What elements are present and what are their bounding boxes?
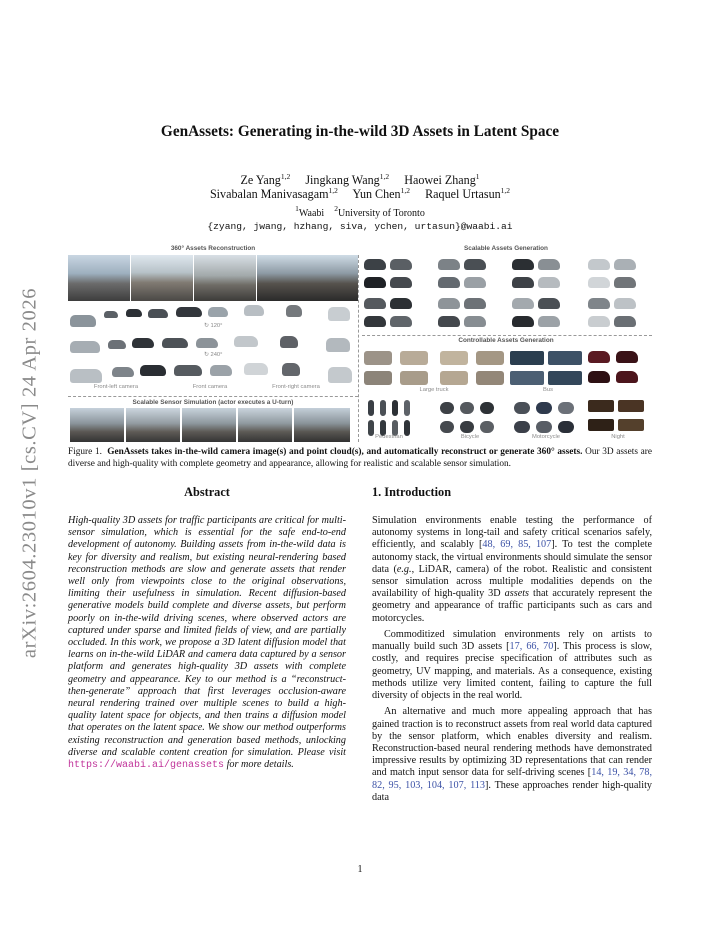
camera-photo bbox=[131, 255, 193, 301]
asset-class-label: Motorcycle bbox=[531, 434, 561, 440]
asset-class-label: Bus bbox=[543, 387, 553, 393]
panel-title-sensor-simulation: Scalable Sensor Simulation (actor executes a U-turn) bbox=[132, 399, 294, 406]
panel-title-360-reconstruction: 360° Assets Reconstruction bbox=[170, 245, 256, 252]
rotation-label-120: ↻ 120° bbox=[204, 323, 223, 329]
asset-class-label: Pedestrian bbox=[375, 434, 403, 440]
sim-frame bbox=[70, 408, 124, 442]
author-emails: {zyang, jwang, hzhang, siva, ychen, urtasun}@waabi.ai bbox=[207, 221, 513, 232]
camera-label: Front-right camera bbox=[272, 384, 320, 390]
intro-paragraph: Commoditized simulation environments rely on artists to manually build such 3D assets [17, 66, 70]. This process is slow, costly, and requires precise specification of attributes such as geometry, UV mapping, and materials. As a consequence, existing methods utilize very limited content, failing to capture the full diversity of objects in the real world. bbox=[372, 629, 652, 702]
author: Ze Yang$^{1,2}$ bbox=[240, 172, 291, 187]
rotation-label-240: ↻ 240° bbox=[204, 352, 223, 358]
citation[interactable]: 48, 69, 85, 107 bbox=[482, 539, 552, 551]
arxiv-stamp: arXiv:2604.23010v1 [cs.CV] 24 Apr 2026 bbox=[18, 287, 41, 659]
citation[interactable]: 14, 19, 34, 78, 82, 95, 103, 104, 107, 113 bbox=[372, 767, 653, 791]
abstract-heading: Abstract bbox=[184, 485, 230, 499]
camera-photo bbox=[257, 255, 358, 301]
author: Sivabalan Manivasagam$^{1,2}$ bbox=[209, 186, 338, 201]
sim-frame bbox=[182, 408, 236, 442]
abstract-text: High-quality 3D assets for traffic participants are critical for multi-sensor simulation, which is essential for the safe end-to-end development of autonomy. Building assets from in-the-wild data is key for diversity and realism, but existing neural-rendering based reconstruction methods are slow and generate assets that render well only from viewpoints close to the original observations, limiting their usefulness in simulation. Recent diffusion-based generative models build complete and diverse assets, but perform poorly on in-the-wild driving scenes, where observed actors are captured under sparse and limited fields of view, and are partially occluded. In this work, we propose a 3D latent diffusion model that learns on in-the-wild LiDAR and camera data captured by a sensor platform and generates high-quality 3D assets with complete geometry and appearance. Key to our method is a “reconstruct-then-generate” approach that first leverages occlusion-aware neural rendering trained over multiple scenes to build a high-quality latent space for objects, and then trains a diffusion model that operates on the latent space. We show our method outperforms existing reconstruction and generation based methods, unlocking diverse and scalable content creation for simulation. Please visit https://waabi.ai/genassets for more details. bbox=[68, 515, 346, 772]
page-number: 1 bbox=[357, 864, 363, 875]
panel-divider bbox=[362, 335, 652, 336]
citation[interactable]: 17, 66, 70 bbox=[509, 641, 554, 653]
camera-label: Front camera bbox=[192, 384, 228, 390]
paper-title: GenAssets: Generating in-the-wild 3D Assets in Latent Space bbox=[160, 123, 560, 140]
figure-caption: Figure 1. GenAssets takes in-the-wild camera image(s) and point cloud(s), and automatically reconstruct or generate 360° assets. Our 3D assets are diverse and high-quality with complete geometry and appearance, allowing for realistic and scalable sensor simulation. bbox=[68, 447, 652, 470]
intro-paragraph: An alternative and much more appealing approach that has gained traction is to reconstruct assets from real world data captured by the sensor platform, which enables diversity and realism. Reconstruction-based neural rendering methods have demonstrated impressive results by optimizing 3D representations that can render and match input sensor data for self-driving scenes [14, 19, 34, 78, 82, 95, 103, 104, 107, 113]. These approaches render high-quality data bbox=[372, 706, 653, 803]
camera-photo bbox=[194, 255, 256, 301]
intro-text bbox=[372, 515, 652, 804]
project-url-link[interactable]: https://waabi.ai/genassets bbox=[68, 760, 225, 772]
panel-divider bbox=[358, 255, 359, 442]
panel-title-scalable-generation: Scalable Assets Generation bbox=[464, 245, 548, 252]
author: Jingkang Wang$^{1,2}$ bbox=[305, 172, 390, 187]
figure-1 bbox=[68, 245, 652, 442]
affiliations: $^1$Waabi $^2$University of Toronto bbox=[295, 204, 425, 219]
intro-heading: 1. Introduction bbox=[372, 485, 452, 499]
asset-class-label: Large truck bbox=[419, 387, 449, 393]
asset-class-label: Night bbox=[611, 434, 625, 440]
author: Raquel Urtasun$^{1,2}$ bbox=[425, 186, 511, 201]
asset-class-label: Bicycle bbox=[460, 434, 480, 440]
author: Yun Chen$^{1,2}$ bbox=[352, 186, 410, 201]
intro-paragraph: Simulation environments enable testing the performance of autonomy systems in long-tail and safety critical scenarios safely, efficiently, and scalably [48, 69, 85, 107]. To test the complete autonomy stack, the virtual environments should simulate the sensor data (e.g., LiDAR, camera) of the robot. Realistic and consistent sensor simulation across multiple modalities depends on the availability of high-quality 3D assets that accurately represent the geometry and appearance of traffic participants such as cars and motorcycles. bbox=[372, 515, 653, 624]
camera-label: Front-left camera bbox=[93, 384, 139, 390]
author: Haowei Zhang$^1$ bbox=[404, 172, 480, 187]
panel-title-controllable-generation: Controllable Assets Generation bbox=[458, 337, 554, 344]
camera-photo bbox=[68, 255, 130, 301]
sim-frame bbox=[238, 408, 292, 442]
authors-line-2 bbox=[0, 186, 720, 202]
panel-divider bbox=[68, 396, 358, 397]
sim-frame bbox=[126, 408, 180, 442]
sim-frame bbox=[294, 408, 350, 442]
